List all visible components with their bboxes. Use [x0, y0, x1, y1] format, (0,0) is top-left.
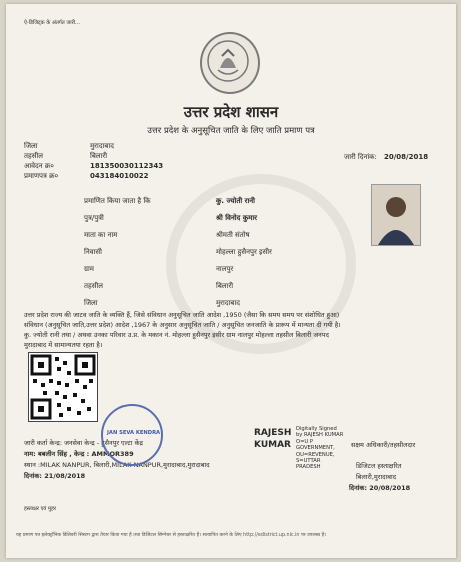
certificate-number-label: प्रमाणपत्र क्र० [24, 172, 59, 180]
detail-value: श्री विनोद कुमार [216, 214, 258, 222]
digital-signature-details: Digitally Signed by RAJESH KUMAR O=U P GOVERNMENT, OU=REVENUE, S=UTTAR PRADESH [296, 426, 344, 471]
header-note: ऐ-डिजिट्क के अंतर्गत जारी... [24, 20, 80, 26]
detail-value: नालपुर [216, 265, 234, 273]
application-value: 181350030112343 [90, 162, 164, 170]
qr-code-icon [29, 353, 97, 421]
center-stamp [101, 404, 163, 466]
verification-footer: यह प्रमाण पत्र इलेक्ट्रॉनिक डिलिवरी सिस्टम द्वारा तैयार किया गया है तथा डिजिटल सिग्नेचर से हस्ताक्षरित है। सत्यापित करने के लिए http://edistrict.up.nic.in पर उपलब्ध है। [16, 533, 327, 538]
signature-note: हस्ताक्षर एवं मुहर [24, 506, 56, 512]
certificate-subtitle: उत्तर प्रदेश के अनुसूचित जाति के लिए जाति प्रमाण पत्र [147, 126, 315, 136]
district-label: जिला [24, 142, 38, 150]
verification-qr-code [28, 352, 98, 422]
issue-date-label: जारी दिनांक: [344, 153, 377, 161]
detail-value: कु. ज्योती रानी [216, 197, 255, 205]
body-line: मुरादाबाद में सामान्यतया रहता है। [24, 341, 103, 349]
issuer-date: दिनांक: 21/08/2018 [24, 472, 86, 480]
detail-label: तहसील [84, 282, 103, 290]
signer-name-line2: KUMAR [254, 440, 291, 450]
stamp-text: JAN SEVA KENDRA [107, 430, 161, 436]
detail-label: निवासी [84, 248, 102, 256]
certificate-page [6, 4, 456, 558]
emblem-icon [202, 34, 254, 88]
issuer-center: जारी कर्ता केन्द्र: जनसेवा केन्द्र - हुसैनपुर एल्टा केंद्र [24, 439, 143, 447]
signer-name-line1: RAJESH [254, 428, 292, 438]
officer-date: दिनांक: 20/08/2018 [349, 484, 411, 492]
applicant-photo [371, 184, 421, 246]
district-value: मुरादाबाद [90, 142, 114, 150]
detail-value: मुरादाबाद [216, 299, 240, 307]
officer-office: डिजिटल हस्ताक्षरित [356, 462, 402, 470]
detail-label: पुत्र/पुत्री [84, 214, 104, 222]
issue-date-value: 20/08/2018 [384, 153, 429, 161]
application-label: आवेदन क्र० [24, 162, 54, 170]
tehsil-value: बिलारी [90, 152, 108, 160]
detail-label: माता का नाम [84, 231, 118, 239]
detail-value: बिलारी [216, 282, 234, 290]
certificate-number-value: 043184010022 [90, 172, 149, 180]
detail-label: प्रमाणित किया जाता है कि [84, 197, 151, 205]
person-icon [372, 185, 420, 245]
detail-label: जिला [84, 299, 98, 307]
certificate-title: उत्तर प्रदेश शासन [183, 103, 279, 121]
officer-location: बिलारी,मुरादाबाद [356, 473, 397, 481]
detail-label: ग्राम [84, 265, 94, 273]
body-line: उत्तर प्रदेश राज्य की जाटव जाति के व्यक्ति हैं, जिसे संविधान अनुसूचित जाति आदेश ,1950 (जैसा कि समय समय पर संशोधित हुआ) [24, 311, 340, 319]
body-line: कु. ज्योती रानी तथा / अथवा उनका परिवार उ.प्र. के मकान नं. मोहल्ला हुसैनपुर इसीर ग्राम नालपुर मोहल्ला तहसील बिलारी जनपद [24, 331, 329, 339]
issuer-place: स्थान :MILAK NANPUR, बिलारी,MILAK NANPUR,मुरादाबाद,मुरादाबाद [24, 461, 210, 469]
issuer-operator: नाम: बबलीन सिंह , केन्द्र : AMMOR389 [24, 450, 134, 458]
up-government-emblem [200, 32, 260, 94]
tehsil-label: तहसील [24, 152, 43, 160]
detail-value: श्रीमती संतोष [216, 231, 250, 239]
officer-title: सक्षम अधिकारी/तहसीलदार [351, 441, 416, 449]
body-line: संविधान (अनुसूचित जाति,उत्तर प्रदेश) आदेश ,1967 के अनुसार अनुसूचित जाति / अनुसूचित जनजाति के प्रारूप में मान्यता दी गयी है। [24, 321, 341, 329]
detail-value: मोहल्ला हुसैनपुर इसीर [216, 248, 272, 256]
